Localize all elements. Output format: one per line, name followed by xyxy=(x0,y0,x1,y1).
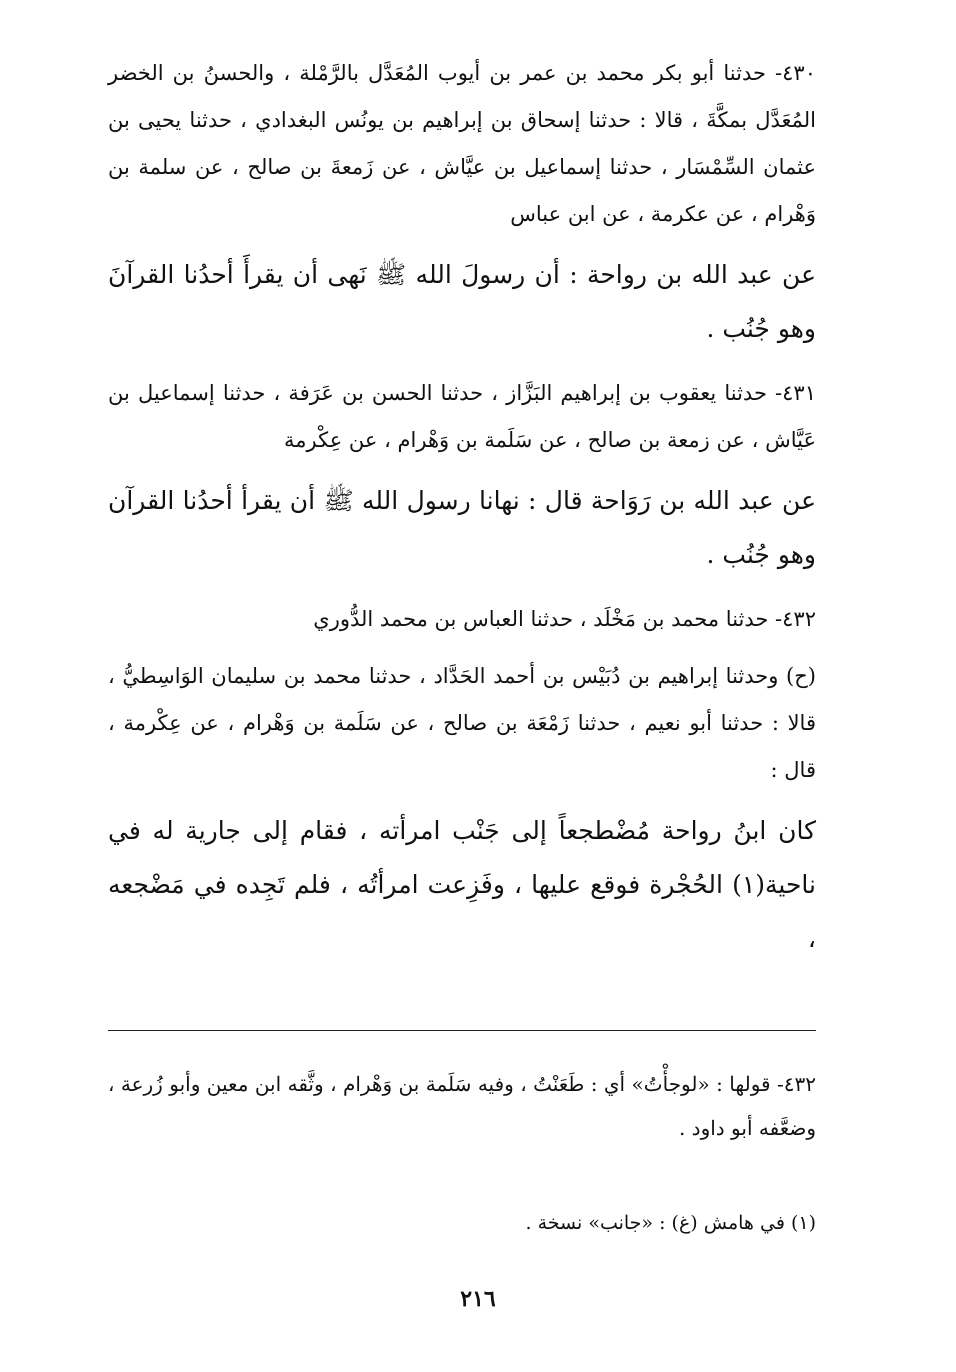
footnote-divider xyxy=(108,1030,816,1031)
hadith-432-chain-1: ٤٣٢- حدثنا محمد بن مَخْلَد ، حدثنا العباس بن محمد الدُّوري xyxy=(313,607,816,631)
hadith-431-text: عن عبد الله بن رَوَاحة قال : نهانا رسول الله ﷺ أن يقرأ أحدُنا القرآن وهو جُنُب . xyxy=(108,486,816,569)
footnote-1: (١) في هامش (غ) : «جانب» نسخة . xyxy=(525,1212,816,1234)
hadith-432-text: كان ابنُ رواحة مُضْطجعاً إلى جَنْب امرأته ، فقام إلى جارية له في ناحية(١) الحُجْرة فوقع عليها ، وفَزِعت امرأتُه ، فلم تَجِده في مَضْجعه ، xyxy=(108,816,816,953)
hadith-431-chain: ٤٣١- حدثنا يعقوب بن إبراهيم البَزَّاز ، حدثنا الحسن بن عَرَفة ، حدثنا إسماعيل بن عَيَّاش ، عن زمعة بن صالح ، عن سَلَمة بن وَهْرام ، عن عِكْرمة xyxy=(108,381,816,452)
page-number: ٢١٦ xyxy=(460,1286,496,1312)
hadith-430-chain: ٤٣٠- حدثنا أبو بكر محمد بن عمر بن أيوب المُعَدَّل بالرَّمْلة ، والحسنُ بن الخضر المُعَدَّل بمكَّةَ ، قالا : حدثنا إسحاق بن إبراهيم بن يونُس البغدادي ، حدثنا يحيى بن عثمان السِّمْسَار ، حدثنا إسماعيل بن عيَّاش ، عن زَمعةَ بن صالح ، عن سلمة بن وَهْرام ، عن عكرمة ، عن ابن عباس xyxy=(108,61,816,226)
commentary-432: ٤٣٢- قولها : «لوجأْتُ» أي : طَعَنْتُ ، وفيه سَلَمة بن وَهْرام ، وثَّقه ابن معين وأبو زُرعة ، وضعَّفه أبو داود . xyxy=(108,1072,816,1140)
hadith-432-chain-2: (ح) وحدثنا إبراهيم بن دُبَيْس بن أحمد الحَدَّاد ، حدثنا محمد بن سليمان الوَاسِطيُّ ، قالا : حدثنا أبو نعيم ، حدثنا زَمْعَة بن صالح ، عن سَلَمة بن وَهْرام ، عن عِكْرمة ، قال : xyxy=(108,664,816,782)
main-text xyxy=(108,50,816,1350)
hadith-430-text: عن عبد الله بن رواحة : أن رسولَ الله ﷺ نَهى أن يقرأَ أحدُنا القرآنَ وهو جُنُب . xyxy=(108,260,816,343)
